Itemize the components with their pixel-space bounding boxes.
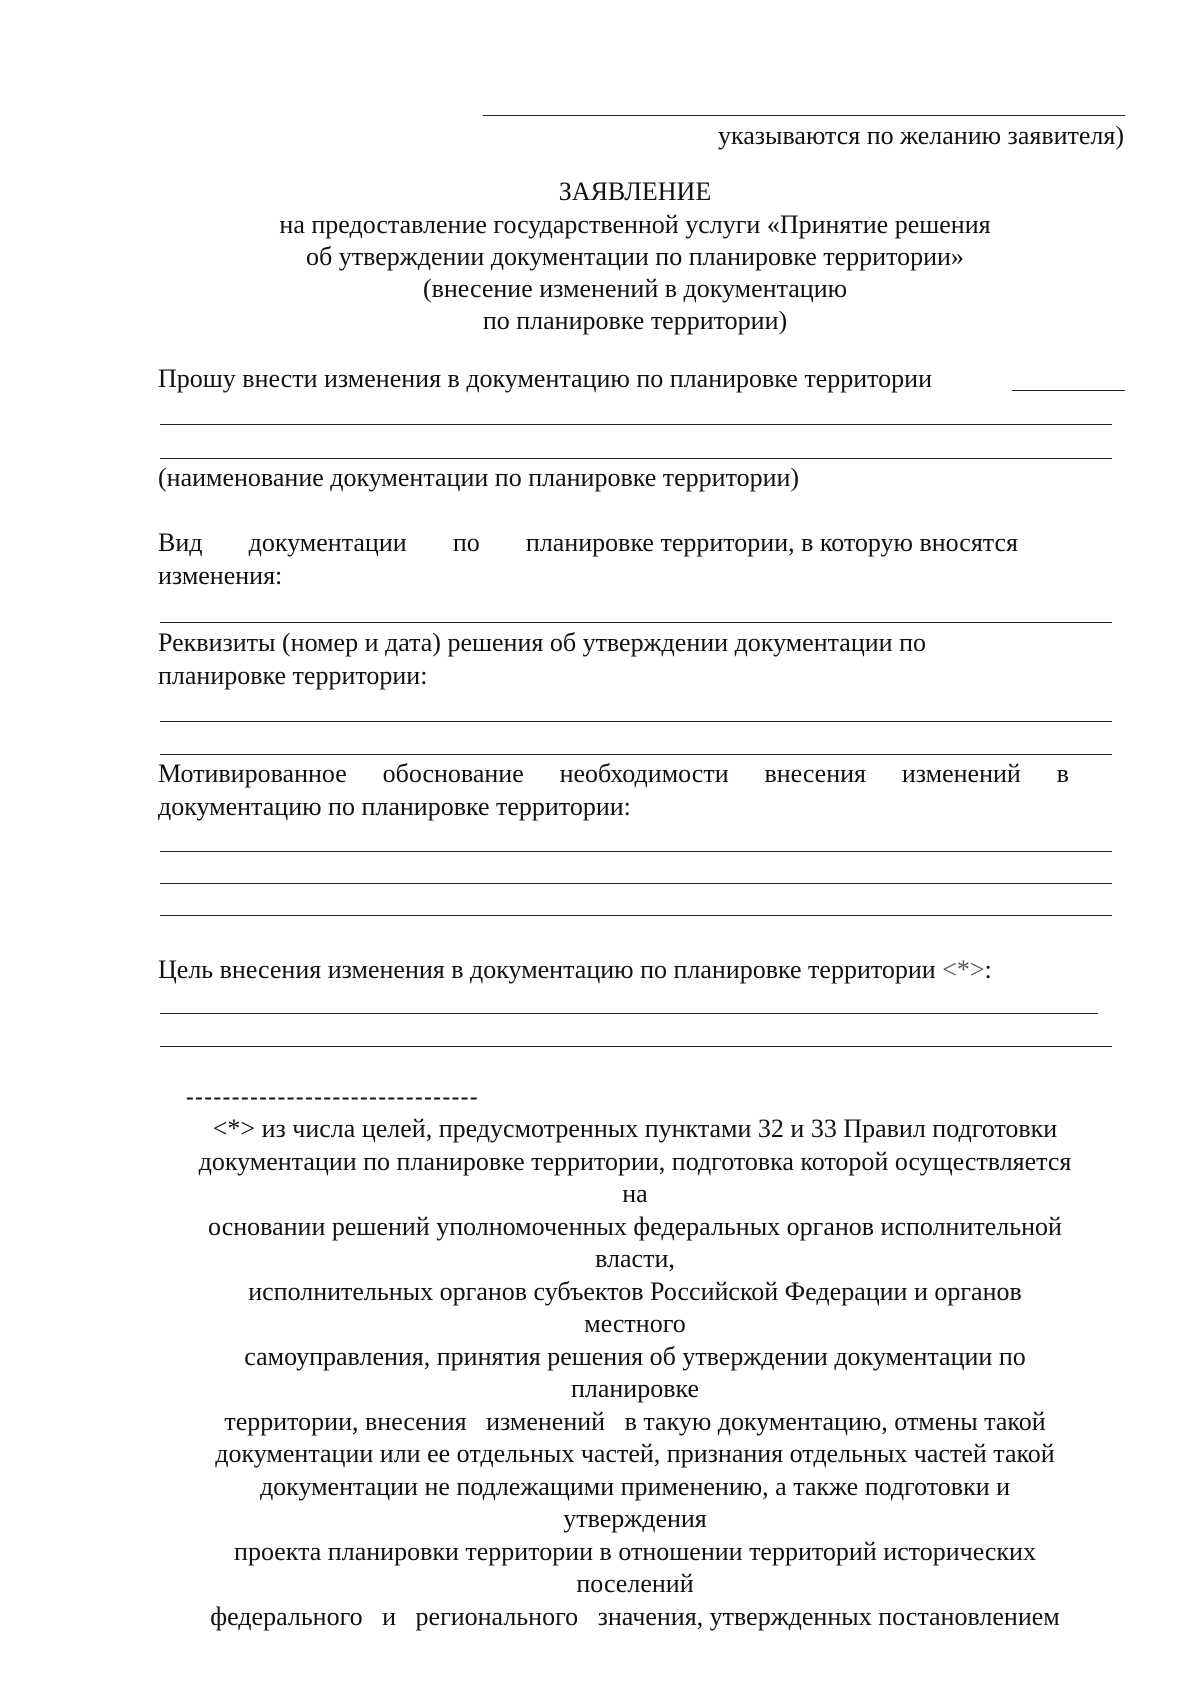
form-subtitle-line-1: на предоставление государственной услуги «Принятие решения: [279, 210, 991, 239]
motivation-input-line-3[interactable]: [160, 915, 1112, 916]
footnote-line: документации не подлежащими применению, а также подготовки и: [259, 1472, 1011, 1501]
motivation-word: необходимости: [559, 759, 729, 788]
footnote-separator: --------------------------------: [186, 1084, 480, 1109]
footnote-line: федерального и регионального значения, утвержденных постановлением: [210, 1602, 1060, 1631]
footnote-line: на: [622, 1179, 648, 1208]
goal-text: Цель внесения изменения в документацию по планировке территории: [158, 955, 936, 984]
form-title: ЗАЯВЛЕНИЕ: [558, 177, 712, 206]
doc-type-word: Вид: [158, 528, 203, 557]
motivation-input-line-1[interactable]: [160, 851, 1112, 852]
motivation-label-1: [158, 759, 1069, 789]
goal-input-line-2[interactable]: [160, 1046, 1112, 1047]
footnote-line: документации или ее отдельных частей, признания отдельных частей такой: [215, 1439, 1055, 1468]
footnote-marker: <*>: [942, 955, 985, 984]
header-note: указываются по желанию заявителя): [717, 121, 1124, 150]
motivation-word: изменений: [901, 759, 1021, 788]
decision-details-input-line-1[interactable]: [160, 721, 1112, 722]
footnote-line: проекта планировки территории в отношении территорий исторических: [234, 1537, 1036, 1566]
request-input-line-1[interactable]: [160, 424, 1112, 425]
header-rule: [483, 115, 1125, 116]
goal-colon: :: [984, 955, 992, 984]
motivation-input-line-2[interactable]: [160, 883, 1112, 884]
motivation-word: Мотивированное: [158, 759, 347, 788]
doc-type-word: по: [452, 528, 480, 557]
form-subtitle-line-3: (внесение изменений в документацию: [422, 274, 848, 303]
footnote-line: документации по планировке территории, подготовка которой осуществляется: [198, 1147, 1072, 1176]
footnote-line: власти,: [595, 1244, 675, 1273]
motivation-word: внесения: [764, 759, 866, 788]
form-subtitle-line-2: об утверждении документации по планировке территории»: [306, 242, 964, 271]
goal-input-line-1[interactable]: [160, 1013, 1098, 1014]
footnote-line: планировке: [570, 1374, 700, 1403]
footnote-line: самоуправления, принятия решения об утверждении документации по: [244, 1342, 1026, 1371]
footnote-line: поселений: [576, 1569, 694, 1598]
motivation-word: обоснование: [382, 759, 524, 788]
request-label: Прошу внести изменения в документацию по планировке территории: [158, 364, 932, 393]
doc-type-word: документации: [248, 528, 407, 557]
motivation-label-2: документацию по планировке территории:: [158, 792, 631, 821]
goal-label: [158, 955, 992, 985]
request-input-line-2[interactable]: [160, 458, 1112, 459]
doc-type-input-line[interactable]: [160, 622, 1112, 623]
footnote-line: утверждения: [563, 1504, 707, 1533]
footnote-line: территории, внесения изменений в такую документацию, отмены такой: [224, 1407, 1046, 1436]
footnote-line: основании решений уполномоченных федеральных органов исполнительной: [208, 1212, 1062, 1241]
decision-details-label-2: планировке территории:: [158, 661, 428, 690]
form-subtitle-line-4: по планировке территории): [482, 306, 788, 335]
doc-type-label: [158, 528, 1018, 558]
request-caption: (наименование документации по планировке территории): [158, 463, 800, 492]
doc-type-label-cont: изменения:: [158, 561, 283, 590]
footnote-line: исполнительных органов субъектов Российской Федерации и органов: [248, 1277, 1022, 1306]
request-input-inline[interactable]: [1012, 390, 1125, 391]
footnote-line: местного: [584, 1309, 686, 1338]
decision-details-label-1: Реквизиты (номер и дата) решения об утверждении документации по: [158, 628, 927, 657]
footnote-line: <*> из числа целей, предусмотренных пунктами 32 и 33 Правил подготовки: [212, 1114, 1058, 1143]
motivation-word: в: [1056, 759, 1069, 788]
doc-type-word: планировке территории, в которую вносятся: [525, 528, 1018, 557]
decision-details-input-line-2[interactable]: [160, 754, 1112, 755]
